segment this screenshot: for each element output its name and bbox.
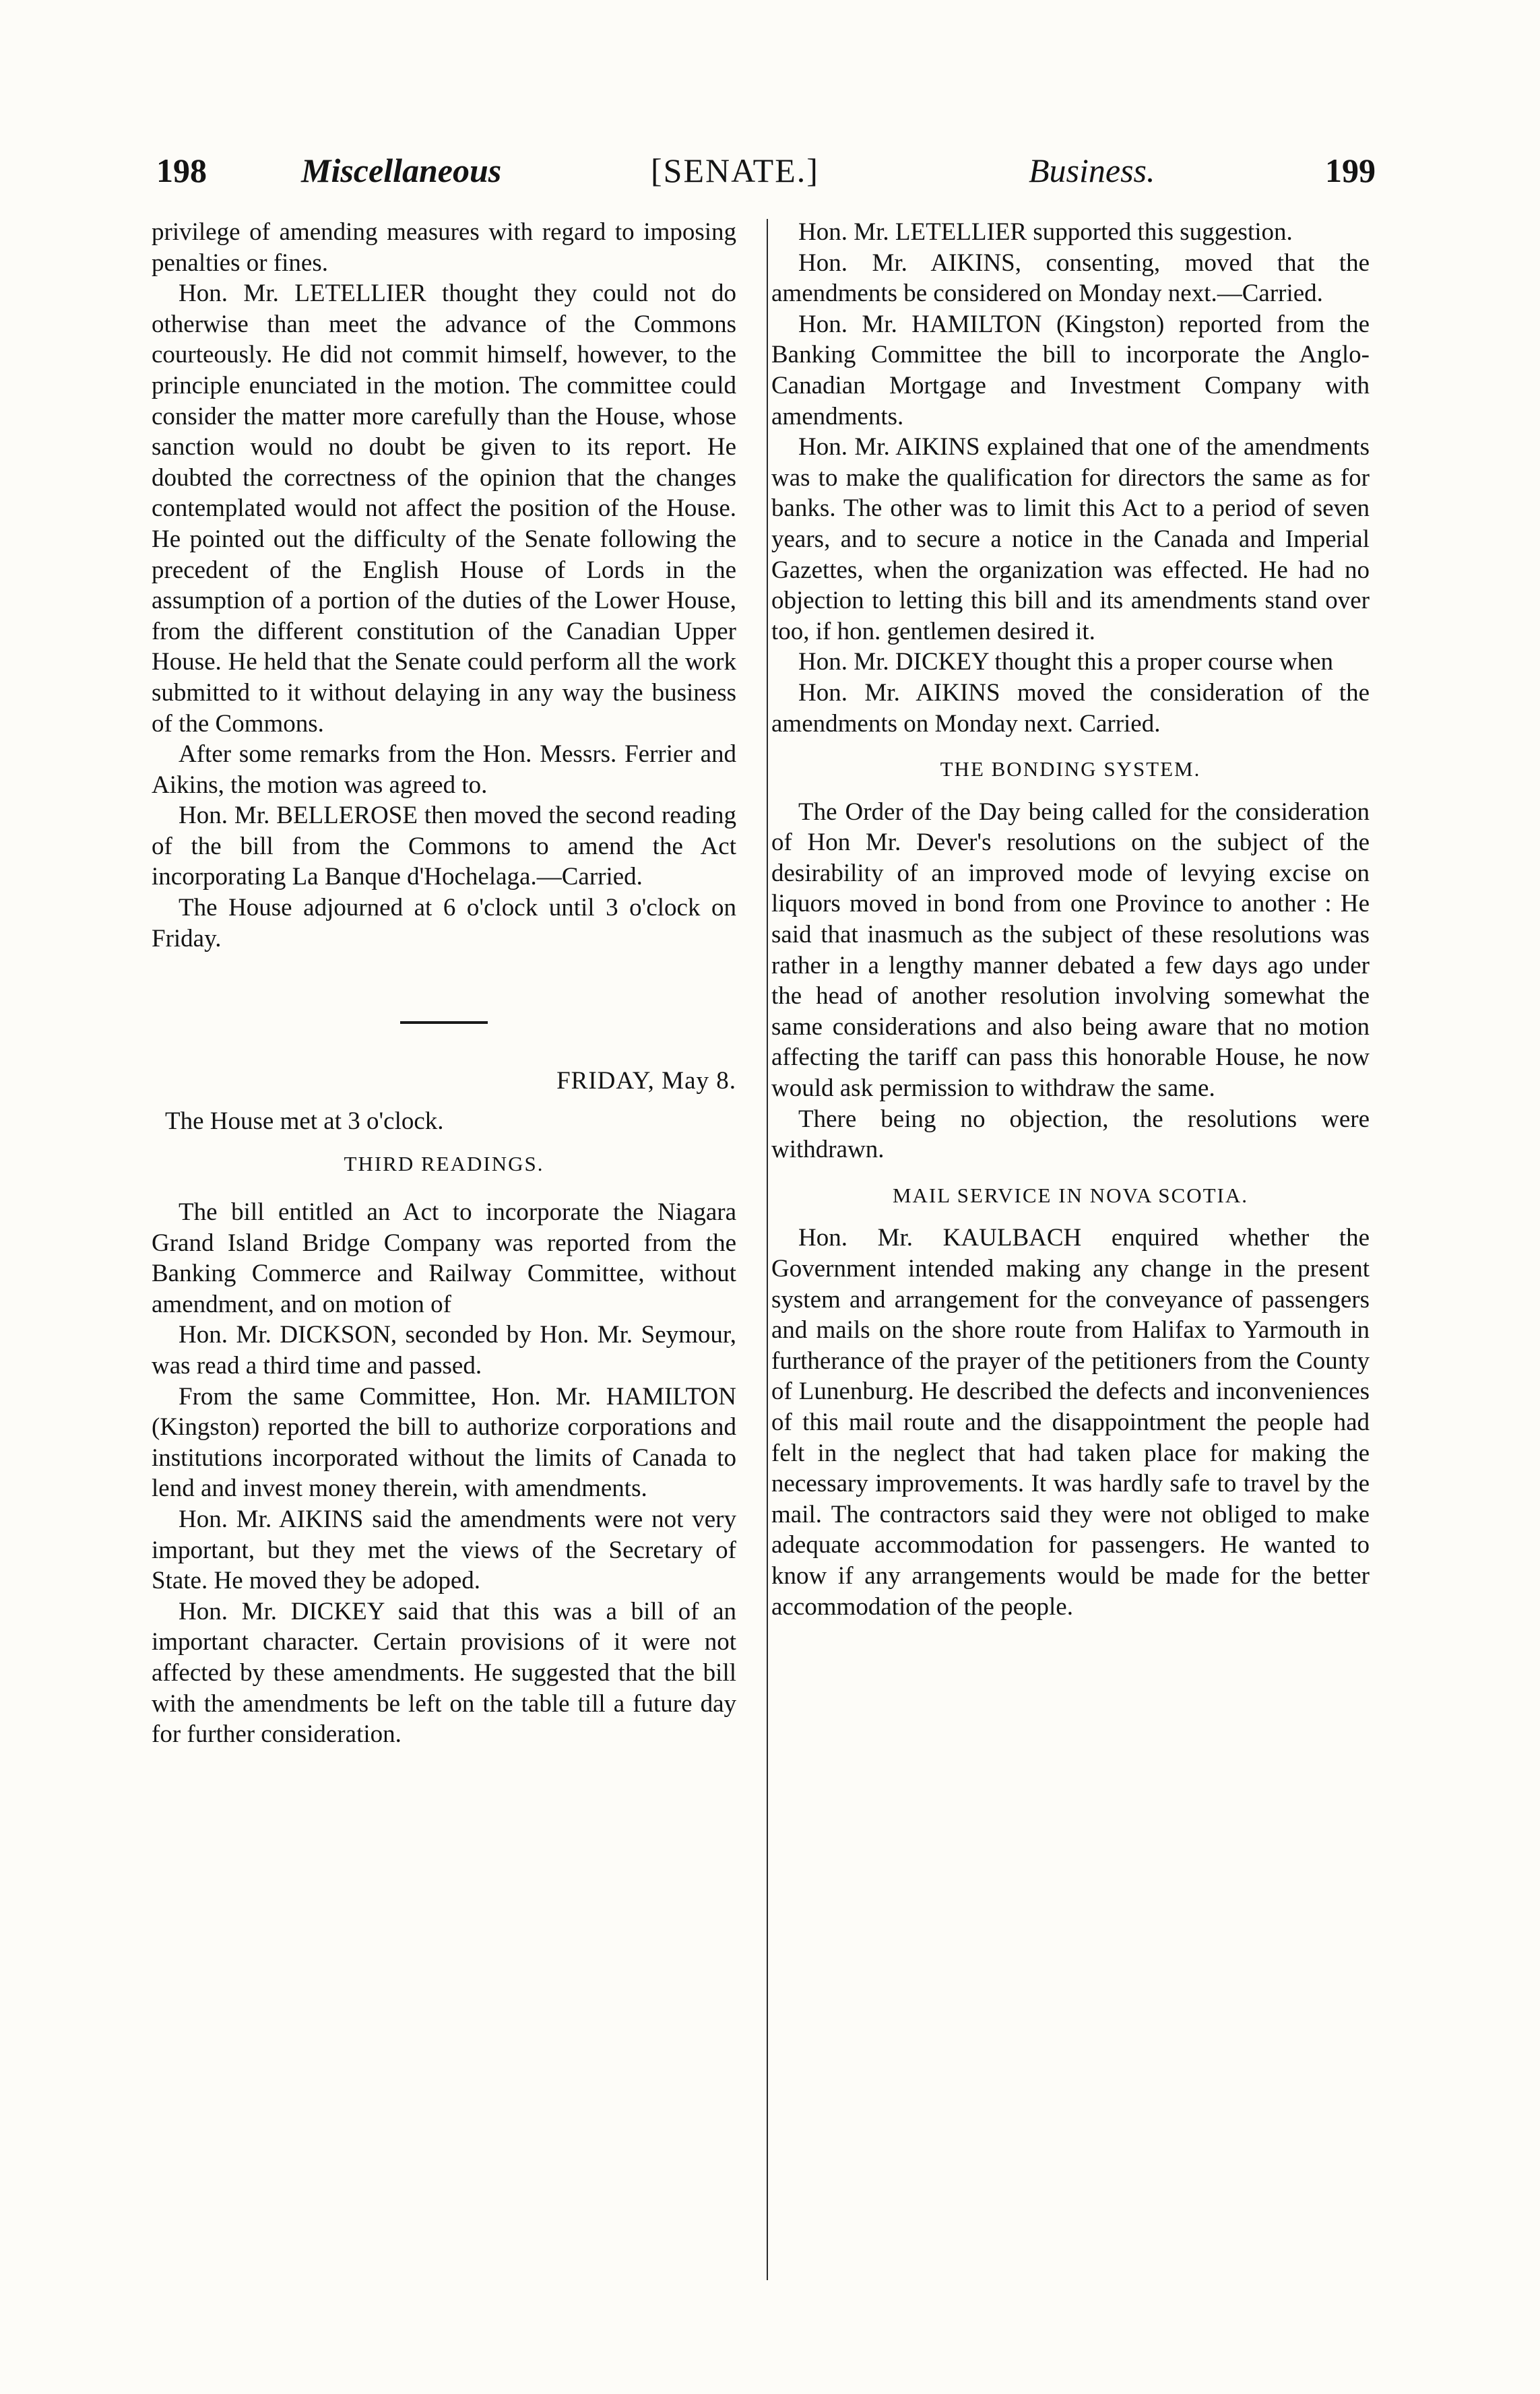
spacer (771, 739, 1370, 754)
left-column (152, 217, 736, 1750)
spacer (152, 1179, 736, 1197)
paragraph: Hon. Mr. LETELLIER thought they could not do otherwise than meet the advance of the Commons courteously. He did not commit himself, however, to the principle enunciated in the motion. The committee could consider the matter more carefully than the House, whose sanction would no doubt be given to its report. He doubted the correctness of the opinion that the changes contemplated would not affect the position of the House. He pointed out the difficulty of the Senate following the precedent of the English House of Lords in the assumption of a portion of the duties of the Lower House, from the different constitution of the Canadian Upper House. He held that the Senate could perform all the work submitted to it without delaying in any way the business of the Commons. (152, 280, 736, 738)
paragraph: Hon. Mr. DICKEY thought this a proper course when (798, 648, 1334, 676)
paragraph: After some remarks from the Hon. Messrs. Ferrier and Aikins, the motion was agreed to. (152, 740, 736, 799)
subsection-title: Business. (1029, 152, 1155, 189)
chamber-title: [SENATE.] (651, 152, 819, 189)
section-heading: THE BONDING SYSTEM. (940, 757, 1201, 781)
paragraph: Hon. Mr. AIKINS explained that one of the amendments was to make the qualification for directors the same as for banks. The other was to limit this Act to a period of seven years, and to secure a notice in the Canada and Imperial Gazettes, when the organization was effected. He had no objection to letting this bill and its amendments stand over too, if hon. gentlemen desired it. (771, 433, 1370, 645)
paragraph: The House adjourned at 6 o'clock until 3 o'clock on Friday. (152, 894, 736, 952)
spacer (152, 1097, 736, 1106)
running-header (156, 147, 1376, 194)
paragraph: Hon. Mr. BELLEROSE then moved the second reading of the bill from the Commons to amend the Act incorporating La Banque d'Hochelaga.—Carried. (152, 802, 736, 891)
spacer (771, 785, 1370, 797)
paragraph: Hon. Mr. DICKSON, seconded by Hon. Mr. Seymour, was read a third time and passed. (152, 1321, 736, 1380)
paragraph: Hon. Mr. KAULBACH enquired whether the Government intended making any change in the present system and arrangement for the conveyance of passengers and mails on the shore route from Halifax to Yarmouth in furtherance of the prayer of the petitioners from the County of Lunenburg. He described the defects and inconveniences of this mail route and the disappointment the people had felt in the neglect that had taken place for making the necessary improvements. It was hardly safe to travel by the mail. The contractors said they were not obliged to make adequate accommodation for passengers. He wanted to know if any arrangements would be made for the better accommodation of the people. (771, 1224, 1370, 1621)
spacer (152, 1024, 736, 1066)
page-number-left: 198 (156, 152, 207, 189)
spacer (771, 1210, 1370, 1223)
paragraph: privilege of amending measures with regard to imposing penalties or fines. (152, 218, 736, 277)
spacer (152, 954, 736, 1021)
paragraph: Hon. Mr. AIKINS, consenting, moved that the amendments be considered on Monday next.—Carried. (771, 249, 1370, 308)
spacer (152, 1136, 736, 1149)
paragraph: From the same Committee, Hon. Mr. HAMILTON (Kingston) reported the bill to authorize corporations and institutions incorporated without the limits of Canada to lend and invest money therein, with amendments. (152, 1382, 736, 1503)
paragraph: The bill entitled an Act to incorporate the Niagara Grand Island Bridge Company was reported from the Banking Commerce and Railway Committee, without amendment, and on motion of (152, 1198, 736, 1318)
paragraph: Hon. Mr. HAMILTON (Kingston) reported from the Banking Committee the bill to incorporate the Anglo-Canadian Mortgage and Investment Company with amendments. (771, 310, 1370, 430)
section-heading: THIRD READINGS. (344, 1152, 544, 1176)
paragraph: Hon. Mr. AIKINS moved the consideration of the amendments on Monday next. Carried. (771, 678, 1370, 738)
paragraph: Hon. Mr. AIKINS said the amendments were not very important, but they met the views of the Secretary of State. He moved they be adoped. (152, 1505, 736, 1595)
column-divider (767, 219, 768, 2280)
paragraph: Hon. Mr. LETELLIER supported this suggestion. (798, 218, 1293, 246)
sitting-note: The House met at 3 o'clock. (165, 1107, 444, 1135)
dateline: FRIDAY, May 8. (556, 1067, 736, 1095)
right-column (771, 217, 1370, 1622)
spacer (771, 1165, 1370, 1180)
section-heading: MAIL SERVICE IN NOVA SCOTIA. (892, 1183, 1248, 1207)
paragraph: There being no objection, the resolutions were withdrawn. (771, 1105, 1370, 1164)
section-title: Miscellaneous (301, 152, 502, 189)
page-number-right: 199 (1325, 152, 1376, 189)
paragraph: Hon. Mr. DICKEY said that this was a bill of an important character. Certain provisions of it were not affected by these amendments. He suggested that the bill with the amendments be left on the table till a future day for further consideration. (152, 1597, 736, 1749)
paragraph: The Order of the Day being called for the consideration of Hon Mr. Dever's resolutions on the subject of the desirability of an improved mode of levying excise on liquors moved in bond from one Province to another : He said that inasmuch as the subject of these resolutions was rather in a lengthy manner debated a few days ago under the head of another resolution involving somewhat the same considerations and also being aware that no motion affecting the tariff can pass this honorable House, he now would ask permission to withdraw the same. (771, 798, 1370, 1103)
